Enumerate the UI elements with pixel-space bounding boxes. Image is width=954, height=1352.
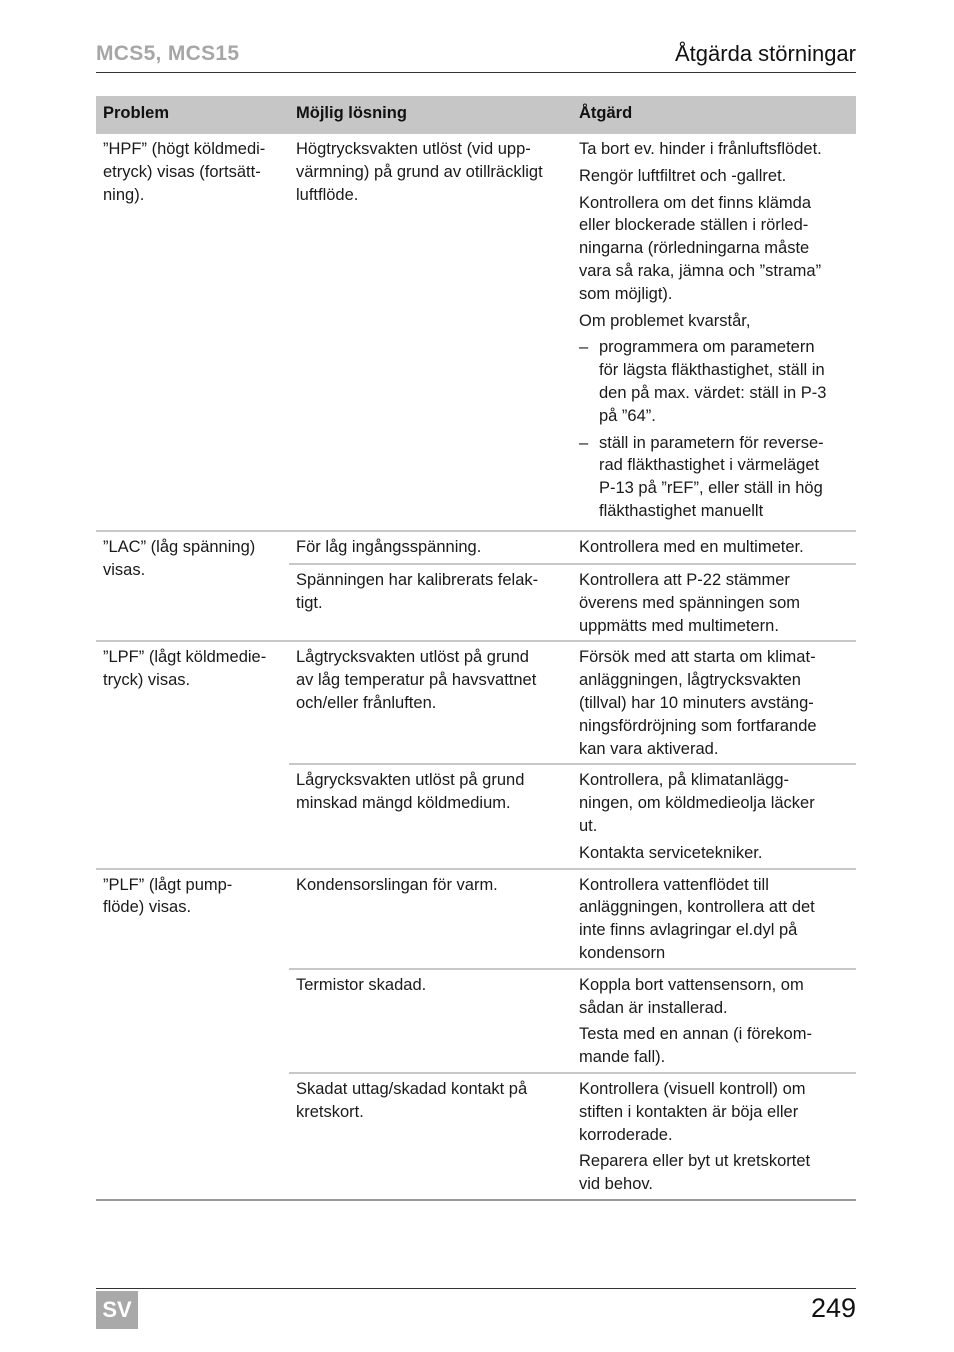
action-cell xyxy=(579,1074,856,1199)
table-row xyxy=(289,134,856,530)
header-problem: Problem xyxy=(103,104,170,122)
troubleshooting-table xyxy=(96,96,856,1201)
action-cell xyxy=(579,565,856,640)
page-number: 249 xyxy=(810,1293,856,1323)
action-text: Testa med en annan (i förekom- mande fall). xyxy=(579,1025,812,1067)
action-text: Kontrollera vattenflödet till anläggningen, kontrollera att det inte finns avlagringar el.dyl på kondensorn xyxy=(579,875,815,962)
action-cell xyxy=(579,970,856,1072)
action-text: Reparera eller byt ut kretskortet vid behov. xyxy=(579,1152,811,1194)
action-text: Kontrollera med en multimeter. xyxy=(579,538,804,556)
action-text: Kontrollera (visuell kontroll) om stiften i kontakten är böja eller korroderade. xyxy=(579,1079,806,1144)
problem-cell: ”LAC” (låg spänning) visas. xyxy=(103,538,256,579)
solution-cell: För låg ingångsspänning. xyxy=(296,538,482,556)
bullet-text: programmera om parametern för lägsta fläkthastighet, ställ in den på max. värdet: ställ in P-3 på ”64”. xyxy=(599,338,827,425)
action-cell xyxy=(579,134,856,530)
table-header xyxy=(96,96,856,134)
problem-cell: ”HPF” (högt köldmedi- etryck) visas (fortsätt- ning). xyxy=(103,140,266,204)
action-text: Kontrollera, på klimatanlägg- ningen, om köldmedieolja läcker ut. xyxy=(579,771,815,835)
action-text: Kontakta servicetekniker. xyxy=(579,843,763,862)
table-row-group xyxy=(96,532,856,642)
solution-cell: Högtrycksvakten utlöst (vid upp- värmning) på grund av otillräckligt luftflöde. xyxy=(296,140,543,204)
header-action: Åtgärd xyxy=(579,104,633,122)
table-row xyxy=(289,968,856,1072)
bullet-text: ställ in parametern för reverse- rad fläkthastighet i värmeläget P-13 på ”rEF”, eller ställ in hög fläkthastighet manuellt xyxy=(599,433,824,520)
action-text: Rengör luftfiltret och -gallret. xyxy=(579,166,787,185)
table-row xyxy=(289,532,856,563)
page-footer xyxy=(96,1288,856,1329)
problem-cell: ”PLF” (lågt pump- flöde) visas. xyxy=(103,875,233,917)
action-text: Försök med att starta om klimat- anläggningen, lågtrycksvakten (tillval) har 10 minuters avstäng- ningsfördröjning som fortfarande kan vara aktiverad. xyxy=(579,648,817,758)
action-cell xyxy=(579,532,856,562)
solution-cell: Lågrycksvakten utlöst på grund minskad mängd köldmedium. xyxy=(296,771,525,813)
action-bullet xyxy=(579,336,856,427)
action-bullet xyxy=(579,432,856,523)
action-text: Kontrollera att P-22 stämmer överens med spänningen som uppmätts med multimetern. xyxy=(579,571,801,635)
problem-cell: ”LPF” (lågt köldmedie- tryck) visas. xyxy=(103,648,267,690)
action-text: Ta bort ev. hinder i frånluftsflödet. xyxy=(579,140,822,158)
solution-cell: Kondensorslingan för varm. xyxy=(296,875,498,894)
table-row xyxy=(289,763,856,867)
action-cell xyxy=(579,765,856,867)
action-text: Kontrollera om det finns klämda eller blockerade ställen i rörled- ningarna (rörledningarna måste vara så raka, jämna och ”strama” som möjligt). xyxy=(579,193,822,303)
solution-cell: Spänningen har kalibrerats felak- tigt. xyxy=(296,571,539,612)
action-cell xyxy=(579,642,856,763)
table-row xyxy=(289,563,856,640)
action-text: Koppla bort vattensensorn, om sådan är installerad. xyxy=(579,975,804,1017)
solution-cell: Skadat uttag/skadad kontakt på kretskort. xyxy=(296,1079,528,1121)
section-title: Åtgärda störningar xyxy=(675,41,856,66)
table-body xyxy=(96,134,856,1201)
page-header xyxy=(96,38,856,73)
action-text: Om problemet kvarstår, xyxy=(579,311,751,330)
table-row-group xyxy=(96,134,856,532)
table-row-group xyxy=(96,642,856,869)
bullet-dash: – xyxy=(579,433,589,452)
bullet-dash: – xyxy=(579,338,589,357)
table-row xyxy=(289,642,856,763)
model-name: MCS5, MCS15 xyxy=(96,42,240,65)
header-solution: Möjlig lösning xyxy=(296,104,407,122)
table-row xyxy=(289,1072,856,1199)
table-row xyxy=(289,870,856,968)
language-badge: SV xyxy=(96,1291,138,1329)
table-row-group xyxy=(96,870,856,1201)
solution-cell: Termistor skadad. xyxy=(296,975,427,994)
action-cell xyxy=(579,870,856,968)
solution-cell: Lågtrycksvakten utlöst på grund av låg temperatur på havsvattnet och/eller frånluften. xyxy=(296,648,537,712)
